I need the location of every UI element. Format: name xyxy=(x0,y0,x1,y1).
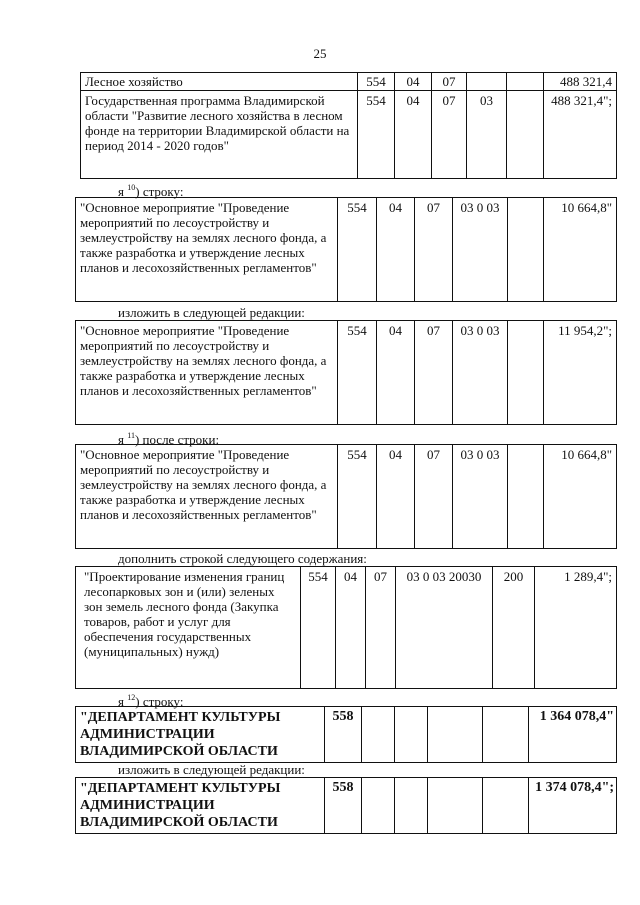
row-rz: 04 xyxy=(395,91,432,179)
row-sum: 1 364 078,4" xyxy=(529,707,617,763)
footnote-ref: 11 xyxy=(127,431,135,440)
instruction-text: ) строку: xyxy=(135,184,184,199)
row-name: Государственная программа Владимирской области "Развитие лесного хозяйства в лесном фонде на территории Владимирской области на период 2014 - 2020 годов" xyxy=(81,91,358,179)
row-pr: 07 xyxy=(432,73,467,91)
table-dept-old xyxy=(75,706,617,763)
table-added-row xyxy=(75,566,617,689)
row-sum: 1 374 078,4"; xyxy=(529,778,617,834)
row-gr: 558 xyxy=(325,778,362,834)
row-pr xyxy=(395,778,428,834)
row-name: Лесное хозяйство xyxy=(81,73,358,91)
row-cs: 03 0 03 xyxy=(453,321,508,425)
instruction-prefix: я xyxy=(118,694,124,709)
row-name: "Проектирование изменения границ лесопарковых зон и (или) зеленых зон земель лесного фонда (Закупка товаров, работ и услуг для обеспечения государственных (муниципальных) нужд) xyxy=(76,567,301,689)
row-name: "ДЕПАРТАМЕНТ КУЛЬТУРЫ АДМИНИСТРАЦИИ ВЛАДИМИРСКОЙ ОБЛАСТИ xyxy=(76,778,325,834)
row-pr: 07 xyxy=(415,445,453,549)
row-name: "ДЕПАРТАМЕНТ КУЛЬТУРЫ АДМИНИСТРАЦИИ ВЛАДИМИРСКОЙ ОБЛАСТИ xyxy=(76,707,325,763)
row-vr xyxy=(508,198,544,302)
instruction-add: дополнить строкой следующего содержания: xyxy=(118,551,367,566)
row-gr: 558 xyxy=(325,707,362,763)
row-sum: 10 664,8" xyxy=(544,198,617,302)
table-row xyxy=(76,445,617,549)
row-pr: 07 xyxy=(415,321,453,425)
row-pr: 07 xyxy=(432,91,467,179)
table-old-row xyxy=(75,197,617,302)
row-cs xyxy=(467,73,507,91)
row-name: "Основное мероприятие "Проведение мероприятий по лесоустройству и землеустройству на землях лесного фонда, а также разработка и утверждение лесных планов и лесохозяйственных регламентов" xyxy=(76,321,338,425)
row-vr: 200 xyxy=(493,567,535,689)
row-vr xyxy=(507,73,544,91)
row-vr xyxy=(483,778,529,834)
row-rz: 04 xyxy=(377,198,415,302)
footnote-ref: 10 xyxy=(127,183,136,192)
instruction-prefix: я xyxy=(118,184,124,199)
row-gr: 554 xyxy=(301,567,336,689)
table-row xyxy=(76,707,617,763)
row-sum: 488 321,4"; xyxy=(544,91,617,179)
row-vr xyxy=(508,321,544,425)
row-vr xyxy=(508,445,544,549)
row-sum: 1 289,4"; xyxy=(535,567,617,689)
table-dept-new xyxy=(75,777,617,834)
row-gr: 554 xyxy=(358,91,395,179)
row-rz: 04 xyxy=(395,73,432,91)
table-new-row xyxy=(75,320,617,425)
instruction-prefix: я xyxy=(118,432,124,447)
table-row xyxy=(76,198,617,302)
row-rz: 04 xyxy=(336,567,366,689)
row-rz: 04 xyxy=(377,445,415,549)
page-number: 25 xyxy=(313,46,327,61)
footnote-ref: 12 xyxy=(127,693,136,702)
row-cs xyxy=(428,778,483,834)
instruction-edit-1: изложить в следующей редакции: xyxy=(118,305,305,320)
row-vr xyxy=(507,91,544,179)
instruction-text: ) после строки: xyxy=(134,432,220,447)
row-gr: 554 xyxy=(338,198,377,302)
table-row xyxy=(81,73,617,91)
table-row xyxy=(81,91,617,179)
table-row xyxy=(76,778,617,834)
row-cs: 03 0 03 xyxy=(453,445,508,549)
row-cs xyxy=(428,707,483,763)
row-name: "Основное мероприятие "Проведение мероприятий по лесоустройству и землеустройству на землях лесного фонда, а также разработка и утверждение лесных планов и лесохозяйственных регламентов" xyxy=(76,445,338,549)
table-row xyxy=(76,567,617,689)
row-cs: 03 0 03 xyxy=(453,198,508,302)
row-sum: 10 664,8" xyxy=(544,445,617,549)
row-gr: 554 xyxy=(338,445,377,549)
row-gr: 554 xyxy=(358,73,395,91)
row-rz: 04 xyxy=(377,321,415,425)
row-rz xyxy=(362,778,395,834)
row-rz xyxy=(362,707,395,763)
row-pr: 07 xyxy=(415,198,453,302)
table-forestry xyxy=(80,72,617,179)
instruction-edit-2: изложить в следующей редакции: xyxy=(118,762,305,777)
row-gr: 554 xyxy=(338,321,377,425)
row-sum: 488 321,4 xyxy=(544,73,617,91)
row-pr xyxy=(395,707,428,763)
row-cs: 03 xyxy=(467,91,507,179)
row-name: "Основное мероприятие "Проведение мероприятий по лесоустройству и землеустройству на землях лесного фонда, а также разработка и утверждение лесных планов и лесохозяйственных регламентов" xyxy=(76,198,338,302)
row-cs: 03 0 03 20030 xyxy=(396,567,493,689)
instruction-text: ) строку: xyxy=(135,694,184,709)
row-sum: 11 954,2"; xyxy=(544,321,617,425)
row-vr xyxy=(483,707,529,763)
row-pr: 07 xyxy=(366,567,396,689)
table-after-row xyxy=(75,444,617,549)
table-row xyxy=(76,321,617,425)
